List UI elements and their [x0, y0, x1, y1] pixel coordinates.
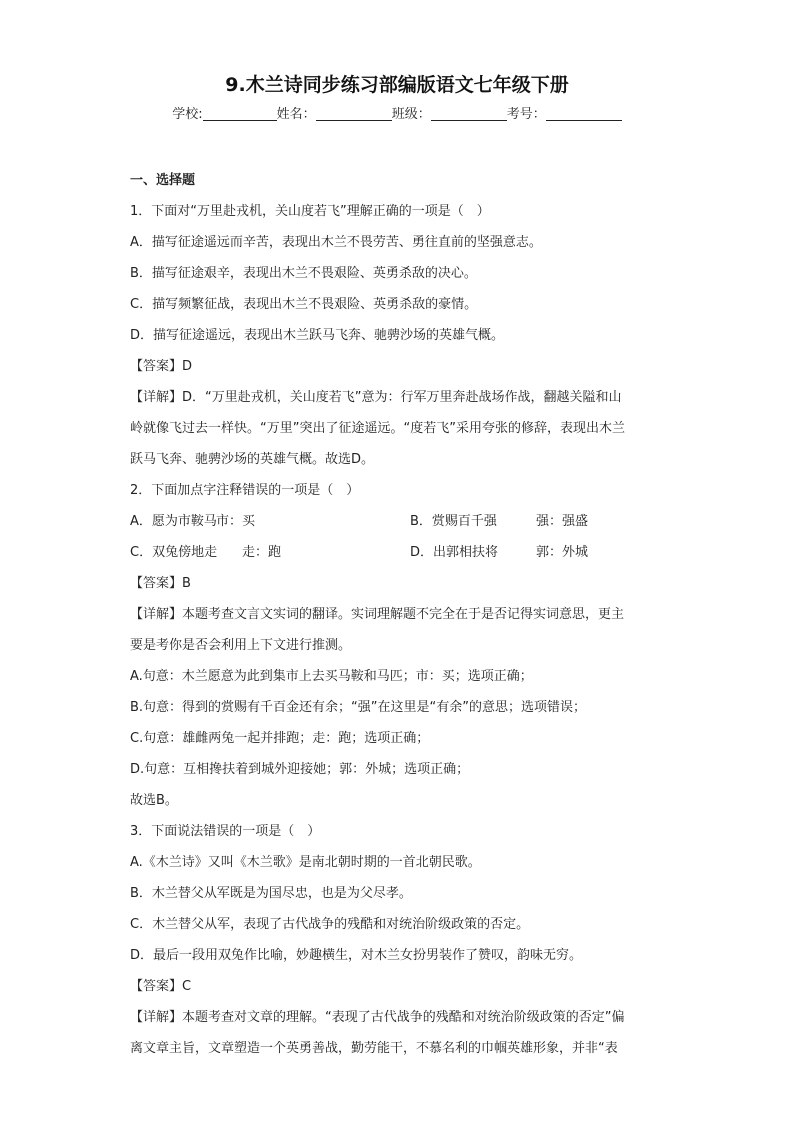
q3-answer: 【答案】C [130, 979, 192, 994]
exam-no-label: 考号： [506, 107, 546, 122]
q3-option-a: A.《木兰诗》又叫《木兰歌》是南北朝时期的一首北朝民歌。 [130, 855, 481, 870]
q3-detail-line: 离文章主旨，文章塑造一个英勇善战，勤劳能干，不慕名利的巾帼英雄形象，并非“表 [130, 1041, 618, 1056]
q2-option-d-label: D．出郭相扶将 [410, 545, 499, 560]
q1-detail-line: 【详解】D．“万里赴戎机，关山度若飞”意为：行军万里奔赴战场作战，翻越关隘和山 [130, 390, 622, 405]
q2-option-c-label: C．双兔傍地走 [130, 545, 218, 560]
q1-option-b: B．描写征途艰辛，表现出木兰不畏艰险、英勇杀敌的决心。 [130, 266, 477, 281]
q3-detail-line: 【详解】本题考查对文章的理解。“表现了古代战争的残酷和对统治阶级政策的否定”偏 [130, 1010, 625, 1025]
q2-option-b-label: B．赏赐百千强 [410, 514, 497, 529]
q2-detail-line: 故选B。 [130, 793, 178, 808]
q2-option-d [410, 545, 588, 560]
q2-option-a-gloss: 市：买 [216, 514, 256, 529]
q1-detail-line: 跃马飞奔、驰骋沙场的英雄气概。故选D。 [130, 452, 375, 467]
q3-stem: 3．下面说法错误的一项是（ ） [130, 824, 321, 839]
q2-detail-line: 要是考你是否会利用上下文进行推测。 [130, 638, 352, 653]
q3-option-b: B．木兰替父从军既是为国尽忠，也是为父尽孝。 [130, 886, 412, 901]
class-blank[interactable] [431, 106, 507, 121]
q1-option-c: C．描写频繁征战，表现出木兰不畏艰险、英勇杀敌的豪情。 [130, 297, 478, 312]
q2-answer: 【答案】B [130, 576, 191, 591]
class-label: 班级： [391, 107, 431, 122]
question-content [130, 165, 670, 1064]
school-blank[interactable] [203, 106, 277, 121]
q2-stem: 2．下面加点字注释错误的一项是（ ） [130, 483, 360, 498]
q2-option-c-gloss: 走：跑 [242, 545, 282, 560]
name-blank[interactable] [316, 106, 392, 121]
q2-option-d-gloss: 郭：外城 [536, 545, 589, 560]
exam-no-blank[interactable] [546, 106, 622, 121]
q2-option-b-gloss: 强：强盛 [536, 514, 589, 529]
q2-detail-line: B.句意：得到的赏赐有千百金还有余；“强”在这里是“有余”的意思；选项错误； [130, 700, 586, 715]
q2-option-b [410, 514, 588, 529]
q1-option-a: A．描写征途遥远而辛苦，表现出木兰不畏劳苦、勇往直前的坚强意志。 [130, 235, 542, 250]
q2-options-row [130, 537, 670, 568]
student-info-line [0, 103, 794, 122]
q2-options-row [130, 506, 670, 537]
q1-detail-line: 岭就像飞过去一样快。“万里”突出了征途遥远。“度若飞”采用夸张的修辞，表现出木兰 [130, 421, 625, 436]
q3-option-c: C．木兰替父从军，表现了古代战争的残酷和对统治阶级政策的否定。 [130, 917, 530, 932]
document-title: 9.木兰诗同步练习部编版语文七年级下册 [225, 74, 569, 96]
section-heading: 一、选择题 [130, 173, 196, 188]
q2-option-a [130, 506, 410, 537]
q3-option-d: D．最后一段用双兔作比喻，妙趣横生，对木兰女扮男装作了赞叹，韵味无穷。 [130, 948, 583, 963]
name-label: 姓名： [276, 107, 316, 122]
q2-detail-line: A.句意：木兰愿意为此到集市上去买马鞍和马匹；市：买；选项正确； [130, 669, 533, 684]
q2-option-a-label: A．愿为市鞍马 [130, 514, 217, 529]
q1-option-d: D．描写征途遥远，表现出木兰跃马飞奔、驰骋沙场的英雄气概。 [130, 328, 505, 343]
q2-detail-line: 【详解】本题考查文言文实词的翻译。实词理解题不完全在于是否记得实词意思，更主 [130, 607, 625, 622]
q2-option-c [130, 537, 410, 568]
q1-answer: 【答案】D [130, 359, 193, 374]
q1-stem: 1．下面对“万里赴戎机，关山度若飞”理解正确的一项是（ ） [130, 204, 490, 219]
school-label: 学校: [172, 107, 203, 122]
q2-detail-line: C.句意：雄雌两兔一起并排跑；走：跑；选项正确； [130, 731, 430, 746]
q2-detail-line: D.句意：互相搀扶着到城外迎接她；郭：外城；选项正确； [130, 762, 470, 777]
